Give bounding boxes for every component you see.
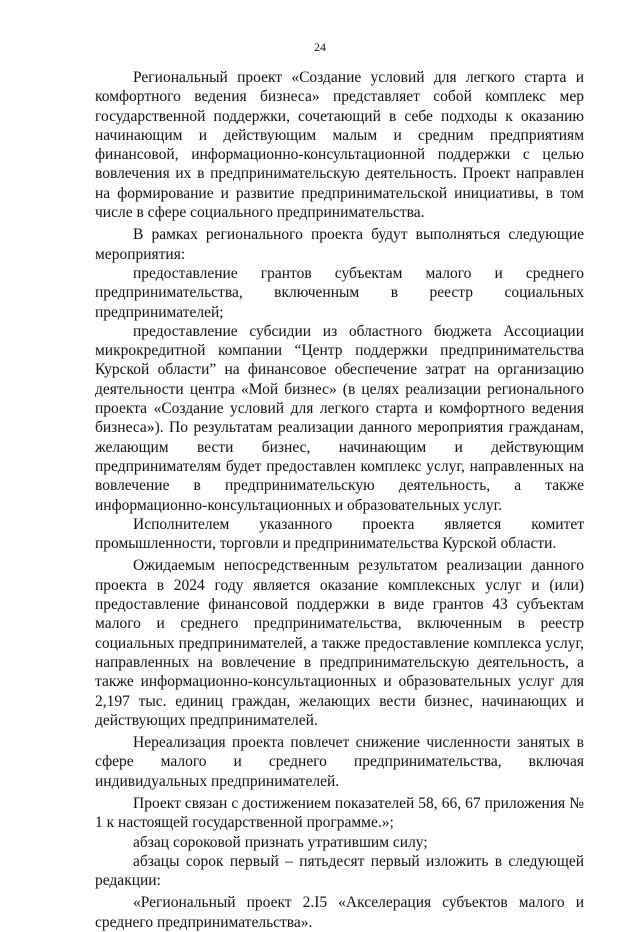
paragraph-non-implementation: Нереализация проекта повлечет снижение численности занятых в сфере малого и среднего предпринимательства, включая индивидуальных предпринимателей. — [95, 734, 584, 790]
paragraph-indicators: Проект связан с достижением показателей 58, 66, 67 приложения № 1 к настоящей государственной программе.»; — [95, 794, 584, 832]
paragraph-amendment-forty-first: абзацы сорок первый – пятьдесят первый изложить в следующей редакции: — [95, 852, 584, 890]
paragraph-activities-intro: В рамках регионального проекта будут выполняться следующие мероприятия: — [95, 226, 584, 263]
paragraph-subsidy: предоставление субсидии из областного бюджета Ассоциации микрокредитной компании “Центр поддержки предпринимательства Курской области” на финансовое обеспечение затрат на организацию деятельности центра «Мой бизнес» (в целях реализации регионального проекта «Создание условий для легкого старта и комфортного ведения бизнеса»). По результатам реализации данного мероприятия гражданам, желающим вести бизнес, начинающим и действующим предпринимателям будет предоставлен комплекс услуг, направленных на вовлечение в предпринимательскую деятельность, а также информационно-консультационных и образовательных услуг. — [95, 322, 584, 514]
paragraph-executor: Исполнителем указанного проекта является комитет промышленности, торговли и предпринимательства Курской области. — [95, 515, 584, 553]
paragraph-acceleration-project: «Региональный проект 2.I5 «Акселерация субъектов малого и среднего предпринимательства». — [95, 894, 584, 931]
paragraph-expected-result: Ожидаемым непосредственным результатом реализации данного проекта в 2024 году является оказание комплексных услуг и (или) предоставление финансовой поддержки в виде грантов 43 субъектам малого и среднего предпринимательства, включенным в реестр социальных предпринимателей, а также предоставление комплекса услуг, направленных на вовлечение в предпринимательскую деятельность, а также информационно-консультационных и образовательных услуг для 2,197 тыс. единиц граждан, желающих вести бизнес, начинающих и действующих предпринимателей. — [95, 557, 584, 729]
paragraph-grants: предоставление грантов субъектам малого и среднего предпринимательства, включенным в реестр социальных предпринимателей; — [95, 264, 584, 321]
paragraph-project-description: Региональный проект «Создание условий для легкого старта и комфортного ведения бизнеса» представляет собой комплекс мер государственной поддержки, сочетающий в себе подходы к оказанию начинающим и действующим малым и средним предприятиям финансовой, информационно-консультационной поддержки с целью вовлечения их в предпринимательскую деятельность. Проект направлен на формирование и развитие предпринимательской инициативы, в том числе в сфере социального предпринимательства. — [95, 69, 584, 222]
page-number: 24 — [314, 40, 326, 54]
document-body — [95, 68, 584, 932]
paragraph-amendment-fortieth: абзац сороковой признать утратившим силу; — [133, 833, 428, 851]
